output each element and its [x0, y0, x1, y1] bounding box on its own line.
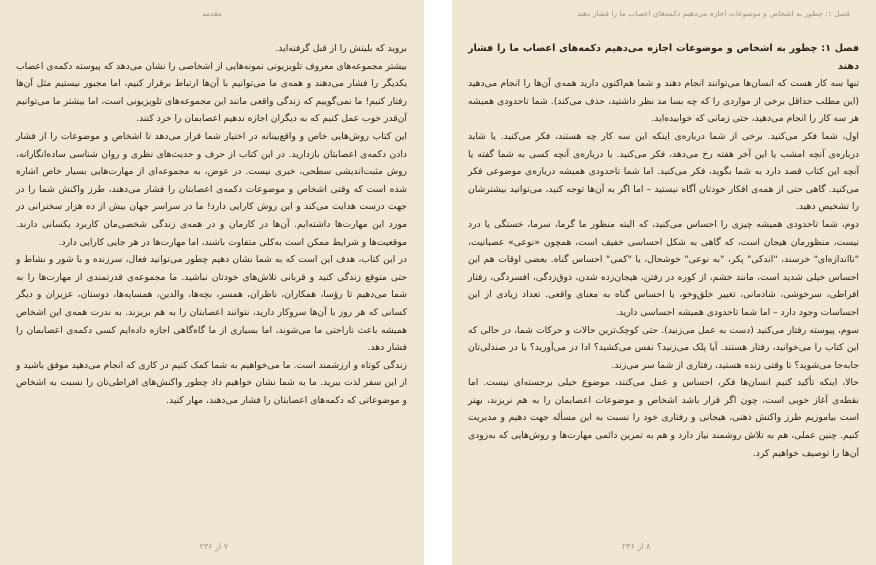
page-number: ۸ از ۲۳۶	[622, 542, 651, 551]
paragraph: تنها سه کار هست که انسان‌ها می‌توانند انجام دهند و شما هم‌اکنون دارید همه‌ی آن‌ها را انجام می‌دهید (این مطلب حداقل برخی از مواردی را که چه بسا مد نظر داشتید، حذف می‌کند). شما تا‌حدودی همیشه هر سه کار را انجام می‌دهید، حتی زمانی که خوابیده‌اید.	[468, 78, 859, 125]
page-number: ۷ از ۲۳۶	[199, 542, 228, 551]
paragraph: بیشتر مجموعه‌های معروف تلویزیونی نمونه‌هایی از اشخاصی را نشان می‌دهد که پیوسته دکمه‌ی اعصاب یکدیگر را فشار می‌دهند و همه‌ی ما می‌توانیم با آن‌ها ارتباط برقرار کنیم، اما مجبور نیستیم مثل آن‌ها رفتار کنیم! ما نمی‌گوییم که زندگی واقعی مانند این مجموعه‌های تلویزیونی است، اما بیشتر ما می‌توانیم آن‌قدر خوب عمل کنیم که به دیگران اجازه ندهیم اعصابمان را خرد کنند.	[16, 60, 407, 125]
paragraph: این کتاب روش‌هایی خاص و واقع‌بینانه در اختیار شما قرار می‌دهد تا اشخاص و موضوعات را از فشار دادن دکمه‌ی اعصابتان بازدارید. در این کتاب از حرف و حدیث‌های نظری و روان شناسی ساده‌انگارانه، روش مثبت‌اندیشی سطحی، خبری نیست. در عوض، به مجموعه‌ای از مهارت‌هایی بسیار خاص اشاره شده است که وقتی اشخاص و موضوعات دکمه‌ی اعصابتان را فشار می‌دهند، طرز واکنش شما را در جهت درست هدایت می‌کند و این روش کارایی دارد! ما در سراسر جهان بیش از ده هزار سخنرانی در مورد این مهارت‌ها داشته‌ایم. آن‌ها در کارمان و در همه‌ی زندگی شخصی‌مان کاربرد یکسانی دارند. موقعیت‌ها و شرایط ممکن است به‌کلی متفاوت باشند، اما مهارت‌ها در هر جایی کارایی دارد.	[16, 130, 407, 248]
paragraph: در این کتاب، هدف این است که به شما نشان دهیم چطور می‌توانید فعال، سرزنده و با شور و نشاط و حتی متوقع زندگی کنید و قربانی تلاش‌های خودتان نباشید. ما مجموعه‌ی قدرتمندی از مهارت‌ها را به شما می‌دهیم تا رؤسا، همکاران، ناظران، همسر، بچه‌ها، والدین، همسایه‌ها، دوستان، عزیزان و دیگر کسانی که هر روز با آن‌ها سروکار دارید، نتوانند اعصابتان را به هم بریزند. به ندرت همه‌ی این اشخاص همیشه باعث ناراحتی ما می‌شوند، اما بسیاری از ما گاه‌گاهی اجازه داده‌ایم کسی دکمه‌ی اعصابمان را فشار دهد.	[16, 254, 407, 354]
right-page	[452, 0, 876, 565]
paragraph: سوم، پیوسته رفتار می‌کنید (دست به عمل می‌زنید). حتی کوچک‌ترین حالات و حرکات شما، در حالی که این کتاب را می‌خوانید، رفتار هستند. آیا پلک می‌زنید؟ نفس می‌کشید؟ ادا در می‌آورید؟ یا در صندلی‌تان جابه‌جا می‌شوید؟ تا وقتی زنده هستید، رفتاری از شما سر می‌زند.	[468, 324, 859, 371]
left-page	[0, 0, 424, 565]
chapter-title: فصل ۱: چطور به اشخاص و موضوعات اجازه می‌دهیم دکمه‌های اعصاب ما را فشار دهند	[468, 43, 859, 72]
paragraph: بروید که بلیتش را از قبل گرفته‌اید.	[275, 43, 407, 54]
page-gutter	[424, 0, 452, 565]
page-body	[16, 40, 407, 409]
paragraph: زندگی کوتاه و ارزشمند است. ما می‌خواهیم به شما کمک کنیم در کاری که انجام می‌دهید موفق باشید و از این سفر لذت ببرید. ما به شما نشان خواهیم داد چطور واکنش‌های افراطی‌تان را نسبت به اشخاص و موضوعاتی که دکمه‌های اعصابتان را فشار می‌دهند، مهار کنید.	[16, 359, 407, 406]
paragraph: حالا، اینکه تأکید کنیم انسان‌ها فکر، احساس و عمل می‌کنند، موضوع خیلی برجسته‌ای نیست. اما نقطه‌ی آغاز خوبی است، چون اگر قرار باشد اشخاص و موضوعات اعصابمان را به هم نریزند، بهتر است بیاموزیم طرز واکنش ذهنی، هیجانی و رفتاری خود را نسبت به این مسأله جهت دهیم و مدیریت کنیم. چنین عملی، هم به تلاش روشمند نیاز دارد و هم به تمرین دائمی مهارت‌ها و روش‌هایی که به‌زودی آن‌ها را توصیف خواهیم کرد.	[468, 377, 859, 459]
page-body	[468, 40, 859, 462]
running-head: فصل ۱: چطور به اشخاص و موضوعات اجازه می‌دهیم دکمه‌های اعصاب ما را فشار دهند	[576, 9, 850, 18]
paragraph: دوم، شما تا‌حدودی همیشه چیزی را احساس می‌کنید، که البته منظور ما گرما، سرما، خستگی یا درد نیست، منظورمان هیجان است، که گاهی به شکل احساسی خفیف است، همچون «نوعی» عصبانیت، "تااندازه‌ای" خرسند، "اندکی" پکر، "به نوعی" خوشحال، یا "کمی" احساس گناه. بعضی اوقات هم این احساس خیلی شدید است، مانند خشم، از کوره در رفتن، هیجان‌زده شدن، ذوق‌زدگی، افسردگی، رفتار افراطی، سرخوشی، شادمانی، تغییر خلق‌وخو، یا احساس گناه به معنای واقعی. تعداد زیادی از این احساسات وجود دارد – اما شما تا‌حدودی همیشه احساسی دارید.	[468, 218, 859, 318]
paragraph: اول، شما فکر می‌کنید. برخی از شما درباره‌ی اینکه این سه کار چه هستند، فکر می‌کنید. یا شاید درباره‌ی آنچه امشب یا این آخر هفته رخ می‌دهد، فکر می‌کنید. یا درباره‌ی آنچه کسی به شما گفته یا آنچه این کتاب قصد دارد به شما بگوید، فکر می‌کنید. اما شما تا‌حدودی همیشه درباره‌ی موضوعی فکر می‌کنید. گاهی حتی از همه‌ی افکار خودتان آگاه نیستید – اما اگر به آن‌ها توجه کنید، می‌توانید بیشترشان را تشخیص دهید.	[468, 130, 859, 213]
running-head: مقدمه	[202, 9, 222, 18]
